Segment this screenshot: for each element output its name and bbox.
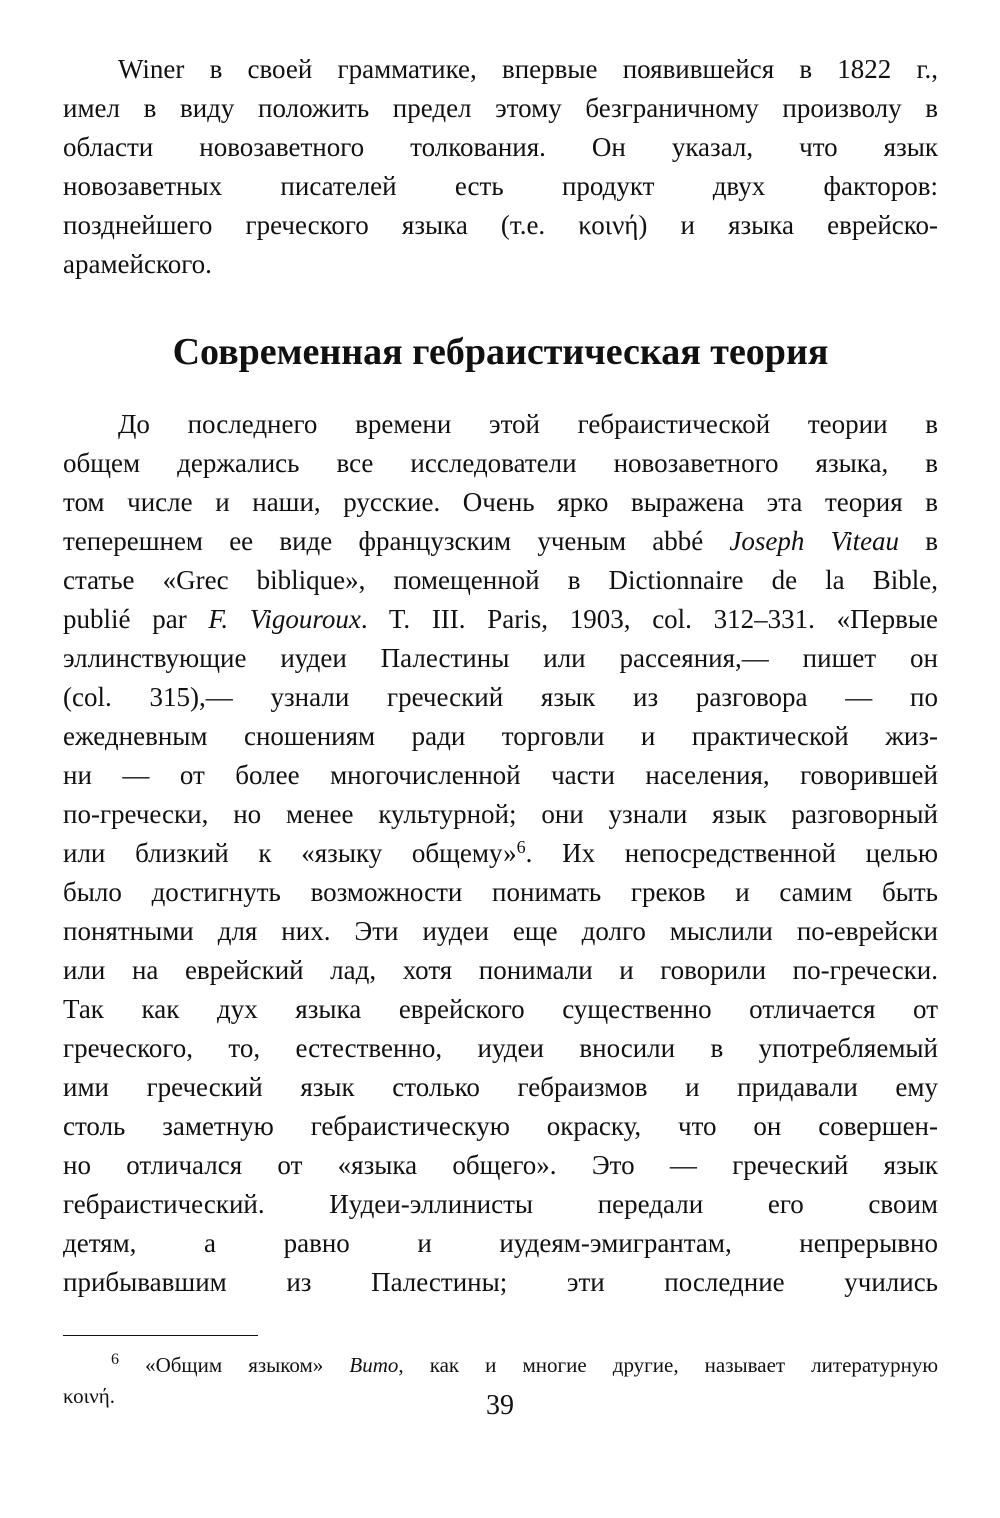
text-line: но отличался от «языка общего». Это — греческий язык	[63, 1150, 938, 1180]
text-line: ежедневным сношениям ради торговли и практической жиз-	[63, 721, 938, 751]
text-line: столь заметную гебраистическую окраску, что он совершен-	[63, 1111, 938, 1141]
text-line: арамейского.	[63, 249, 212, 279]
text-line: понятными для них. Эти иудеи еще долго мыслили по-еврейски	[63, 916, 938, 946]
text-line: или на еврейский лад, хотя понимали и говорили по-гречески.	[63, 955, 938, 985]
text-line: Winer в своей грамматике, впервые появившейся в 1822 г.,	[118, 54, 938, 84]
text-span: . T. III. Paris, 1903, col. 312–331. «Первые	[360, 604, 938, 634]
page-number: 39	[486, 1390, 514, 1421]
text-line: детям, а равно и иудеям-эмигрантам, непрерывно	[63, 1228, 938, 1258]
text-line: гебраистический. Иудеи-эллинисты передали его своим	[63, 1189, 938, 1219]
text-line: области новозаветного толкования. Он указал, что язык	[63, 132, 938, 162]
page-body	[63, 50, 938, 1412]
text-line: общем держались все исследователи новозаветного языка, в	[63, 448, 938, 478]
footnote-line: κοινή.	[63, 1384, 115, 1408]
text-span: или близкий к «языку общему»	[63, 838, 517, 868]
footnote-reference[interactable]: 6	[516, 837, 526, 857]
text-line: имел в виду положить предел этому безграничному произволу в	[63, 93, 938, 123]
author-name: Вито	[349, 1353, 399, 1377]
text-line: (col. 315),— узнали греческий язык из разговора — по	[63, 682, 938, 712]
text-line: том числе и наши, русские. Очень ярко выражена эта теория в	[63, 487, 938, 517]
text-line: Так как дух языка еврейского существенно отличается от	[63, 994, 938, 1024]
text-line: До последнего времени этой гебраистической теории в	[118, 409, 938, 439]
text-span: в	[899, 526, 938, 556]
text-line: было достигнуть возможности понимать греков и самим быть	[63, 877, 938, 907]
paragraph-intro	[63, 50, 938, 284]
text-line: ни — от более многочисленной части населения, говорившей	[63, 760, 938, 790]
text-span: publié par	[63, 604, 209, 634]
text-span: теперешнем ее виде французским ученым abbé	[63, 526, 730, 556]
author-name: Joseph Viteau	[729, 526, 900, 556]
footnote-line	[63, 1344, 938, 1381]
text-line	[63, 834, 938, 873]
text-line	[63, 522, 938, 561]
text-line: эллинствующие иудеи Палестины или рассеяния,— пишет он	[63, 643, 938, 673]
section-heading: Современная гебраистическая теория	[172, 331, 829, 373]
text-line: новозаветных писателей есть продукт двух факторов:	[63, 171, 938, 201]
text-line: статье «Grec biblique», помещенной в Dictionnaire de la Bible,	[63, 565, 938, 595]
text-line	[63, 600, 938, 639]
text-span: . Их непосредственной целью	[525, 838, 939, 868]
paragraph-main	[63, 405, 938, 1302]
text-span: «Общим языком»	[119, 1353, 350, 1377]
text-line: по-гречески, но менее культурной; они узнали язык разговорный	[63, 799, 938, 829]
text-line: прибывавшим из Палестины; эти последние учились	[63, 1267, 938, 1297]
text-span: , как и многие другие, называет литературную	[398, 1353, 939, 1377]
editor-name: F. Vigouroux	[208, 604, 361, 634]
footnote-number: 6	[111, 1351, 119, 1368]
footnote-divider	[63, 1335, 258, 1336]
text-line: ими греческий язык столько гебраизмов и придавали ему	[63, 1072, 938, 1102]
text-line: позднейшего греческого языка (т.е. κοινή) и языка еврейско-	[63, 210, 938, 240]
text-line: греческого, то, естественно, иудеи вносили в употребляемый	[63, 1033, 938, 1063]
